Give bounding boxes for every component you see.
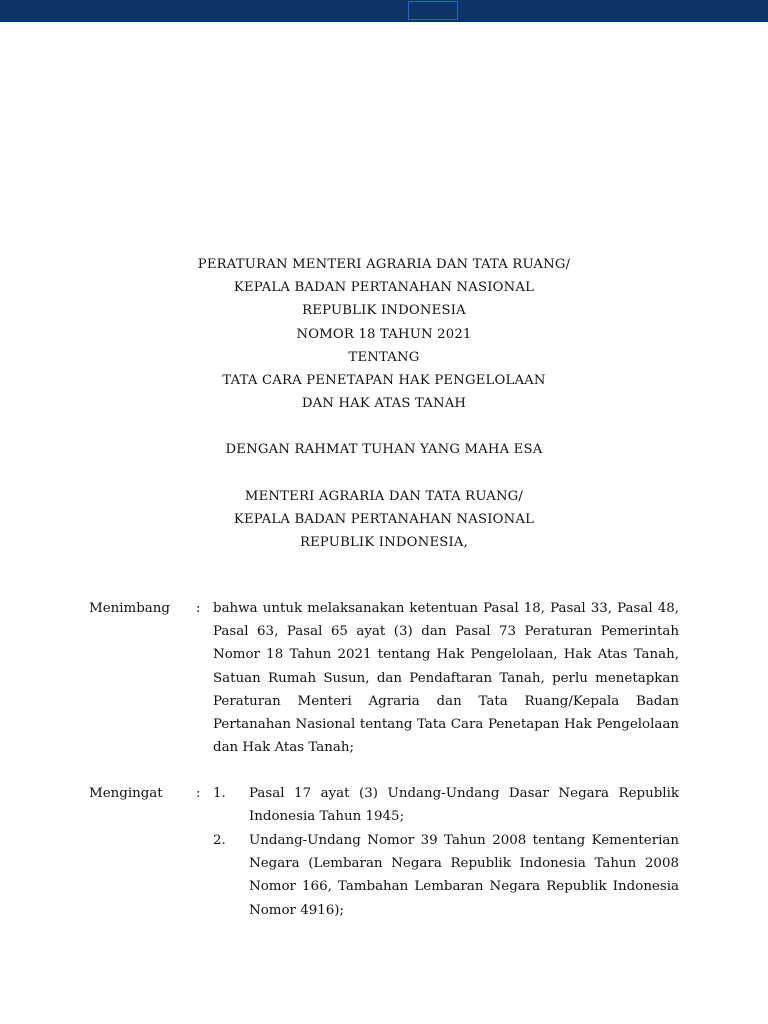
- title-line: NOMOR 18 TAHUN 2021: [296, 326, 472, 342]
- authority-line: MENTERI AGRARIA DAN TATA RUANG/: [244, 488, 524, 504]
- document-title: [0, 253, 768, 554]
- menimbang-text: bahwa untuk melaksanakan ketentuan Pasal 18, Pasal 33, Pasal 48, Pasal 63, Pasal 65 ayat (3) dan Pasal 73 Peraturan Pemerintah Nomor 18 Tahun 2021 tentang Hak Pengelolaan, Hak Atas Tanah, Satuan Rumah Susun, dan Pendaftaran Tanah, perlu menetapkan Peraturan Menteri Agraria dan Tata Ruang/Kepala Badan Pertanahan Nasional tentang Tata Cara Penetapan Hak Pengelolaan dan Hak Atas Tanah;: [213, 601, 679, 756]
- top-toolbar: [0, 0, 768, 22]
- title-line: KEPALA BADAN PERTANAHAN NASIONAL: [233, 280, 535, 296]
- list-item-number: 2.: [213, 833, 226, 848]
- list-item-number: 1.: [213, 786, 226, 801]
- mengingat-colon: :: [196, 786, 201, 801]
- title-line: DAN HAK ATAS TANAH: [301, 396, 467, 412]
- authority-line: REPUBLIK INDONESIA,: [299, 535, 469, 551]
- page-indicator[interactable]: [408, 1, 458, 20]
- title-line: TATA CARA PENETAPAN HAK PENGELOLAAN: [222, 373, 546, 389]
- title-line: PERATURAN MENTERI AGRARIA DAN TATA RUANG/: [197, 257, 571, 272]
- list-item-text: Undang-Undang Nomor 39 Tahun 2008 tentang Kementerian Negara (Lembaran Negara Republik Indonesia Tahun 2008 Nomor 166, Tambahan Lembaran Negara Republik Indonesia Nomor 4916);: [249, 833, 679, 918]
- mengingat-label: Mengingat: [89, 786, 163, 801]
- menimbang-label: Menimbang: [89, 601, 170, 616]
- authority-line: KEPALA BADAN PERTANAHAN NASIONAL: [233, 511, 535, 527]
- title-line: REPUBLIK INDONESIA: [302, 303, 466, 319]
- list-item-text: Pasal 17 ayat (3) Undang-Undang Dasar Negara Republik Indonesia Tahun 1945;: [249, 786, 679, 825]
- invocation: DENGAN RAHMAT TUHAN YANG MAHA ESA: [225, 442, 543, 458]
- menimbang-colon: :: [196, 601, 201, 616]
- title-line: TENTANG: [348, 349, 420, 365]
